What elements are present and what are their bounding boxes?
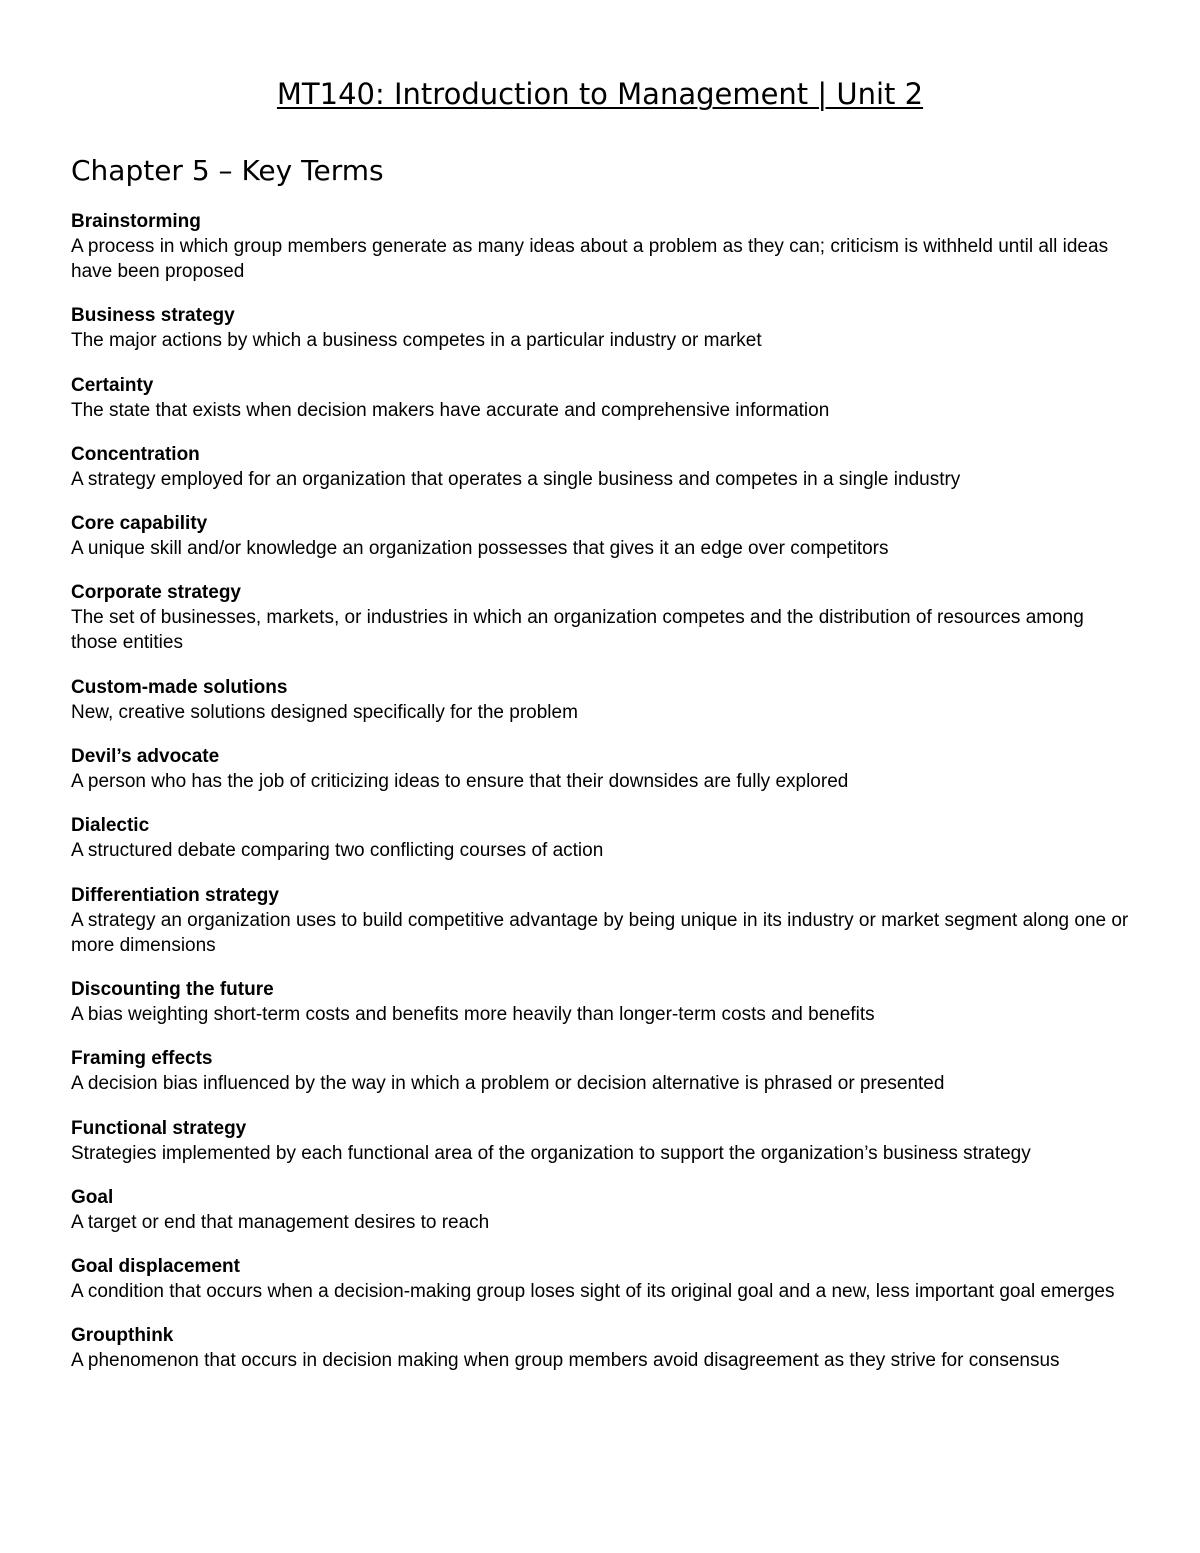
term-definition: The state that exists when decision makers have accurate and comprehensive information bbox=[71, 399, 830, 421]
term-definition: A phenomenon that occurs in decision making when group members avoid disagreement as they strive for consensus bbox=[71, 1350, 1060, 1372]
term-entry bbox=[71, 675, 1131, 725]
term-entry bbox=[71, 1116, 1131, 1166]
document-title-text: MT140: Introduction to Management | Unit 2 bbox=[276, 77, 924, 111]
term-name: Discounting the future bbox=[71, 978, 274, 1000]
key-terms-list bbox=[71, 209, 1131, 1393]
term-name: Dialectic bbox=[71, 815, 150, 837]
term-definition: A unique skill and/or knowledge an organization possesses that gives it an edge over competitors bbox=[71, 538, 889, 560]
term-entry bbox=[71, 373, 1131, 423]
term-entry bbox=[71, 1046, 1131, 1096]
term-entry bbox=[71, 1323, 1131, 1373]
term-definition: A strategy an organization uses to build competitive advantage by being unique in its industry or market segment along one or more dimensions bbox=[71, 909, 1129, 956]
chapter-heading: Chapter 5 – Key Terms bbox=[71, 154, 384, 187]
term-definition: A bias weighting short-term costs and benefits more heavily than longer-term costs and benefits bbox=[71, 1003, 875, 1025]
term-entry bbox=[71, 977, 1131, 1027]
term-definition: Strategies implemented by each functional area of the organization to support the organization’s business strategy bbox=[71, 1142, 1031, 1164]
term-name: Framing effects bbox=[71, 1048, 213, 1070]
term-name: Goal displacement bbox=[71, 1256, 240, 1278]
term-name: Brainstorming bbox=[71, 211, 201, 232]
term-name: Groupthink bbox=[71, 1325, 174, 1347]
term-name: Concentration bbox=[71, 443, 200, 465]
term-entry bbox=[71, 442, 1131, 492]
term-entry bbox=[71, 813, 1131, 863]
term-definition: The set of businesses, markets, or industries in which an organization competes and the distribution of resources among those entities bbox=[71, 607, 1084, 654]
term-definition: A structured debate comparing two conflicting courses of action bbox=[71, 840, 604, 862]
term-entry bbox=[71, 1185, 1131, 1235]
term-definition: The major actions by which a business competes in a particular industry or market bbox=[71, 330, 762, 352]
term-entry bbox=[71, 883, 1131, 958]
term-name: Corporate strategy bbox=[71, 582, 241, 604]
term-entry bbox=[71, 303, 1131, 353]
term-name: Custom-made solutions bbox=[71, 676, 288, 698]
term-name: Certainty bbox=[71, 374, 154, 396]
term-name: Goal bbox=[71, 1186, 114, 1208]
term-definition: A person who has the job of criticizing ideas to ensure that their downsides are fully explored bbox=[71, 771, 849, 793]
term-entry bbox=[71, 580, 1131, 655]
term-name: Differentiation strategy bbox=[71, 884, 279, 906]
document-title bbox=[0, 74, 1200, 114]
term-definition: A strategy employed for an organization that operates a single business and competes in a single industry bbox=[71, 468, 961, 490]
term-definition: New, creative solutions designed specifically for the problem bbox=[71, 701, 578, 723]
term-definition: A decision bias influenced by the way in which a problem or decision alternative is phrased or presented bbox=[71, 1073, 945, 1095]
term-definition: A process in which group members generate as many ideas about a problem as they can; criticism is withheld until all ideas have been proposed bbox=[71, 236, 1109, 282]
term-name: Core capability bbox=[71, 513, 208, 535]
term-entry bbox=[71, 511, 1131, 561]
term-entry bbox=[71, 1254, 1131, 1304]
term-definition: A condition that occurs when a decision-making group loses sight of its original goal and a new, less important goal emerges bbox=[71, 1281, 1115, 1303]
term-name: Devil’s advocate bbox=[71, 746, 220, 768]
term-entry bbox=[71, 744, 1131, 794]
term-name: Functional strategy bbox=[71, 1117, 247, 1139]
term-name: Business strategy bbox=[71, 305, 235, 327]
term-definition: A target or end that management desires to reach bbox=[71, 1211, 490, 1233]
term-entry bbox=[71, 209, 1131, 284]
